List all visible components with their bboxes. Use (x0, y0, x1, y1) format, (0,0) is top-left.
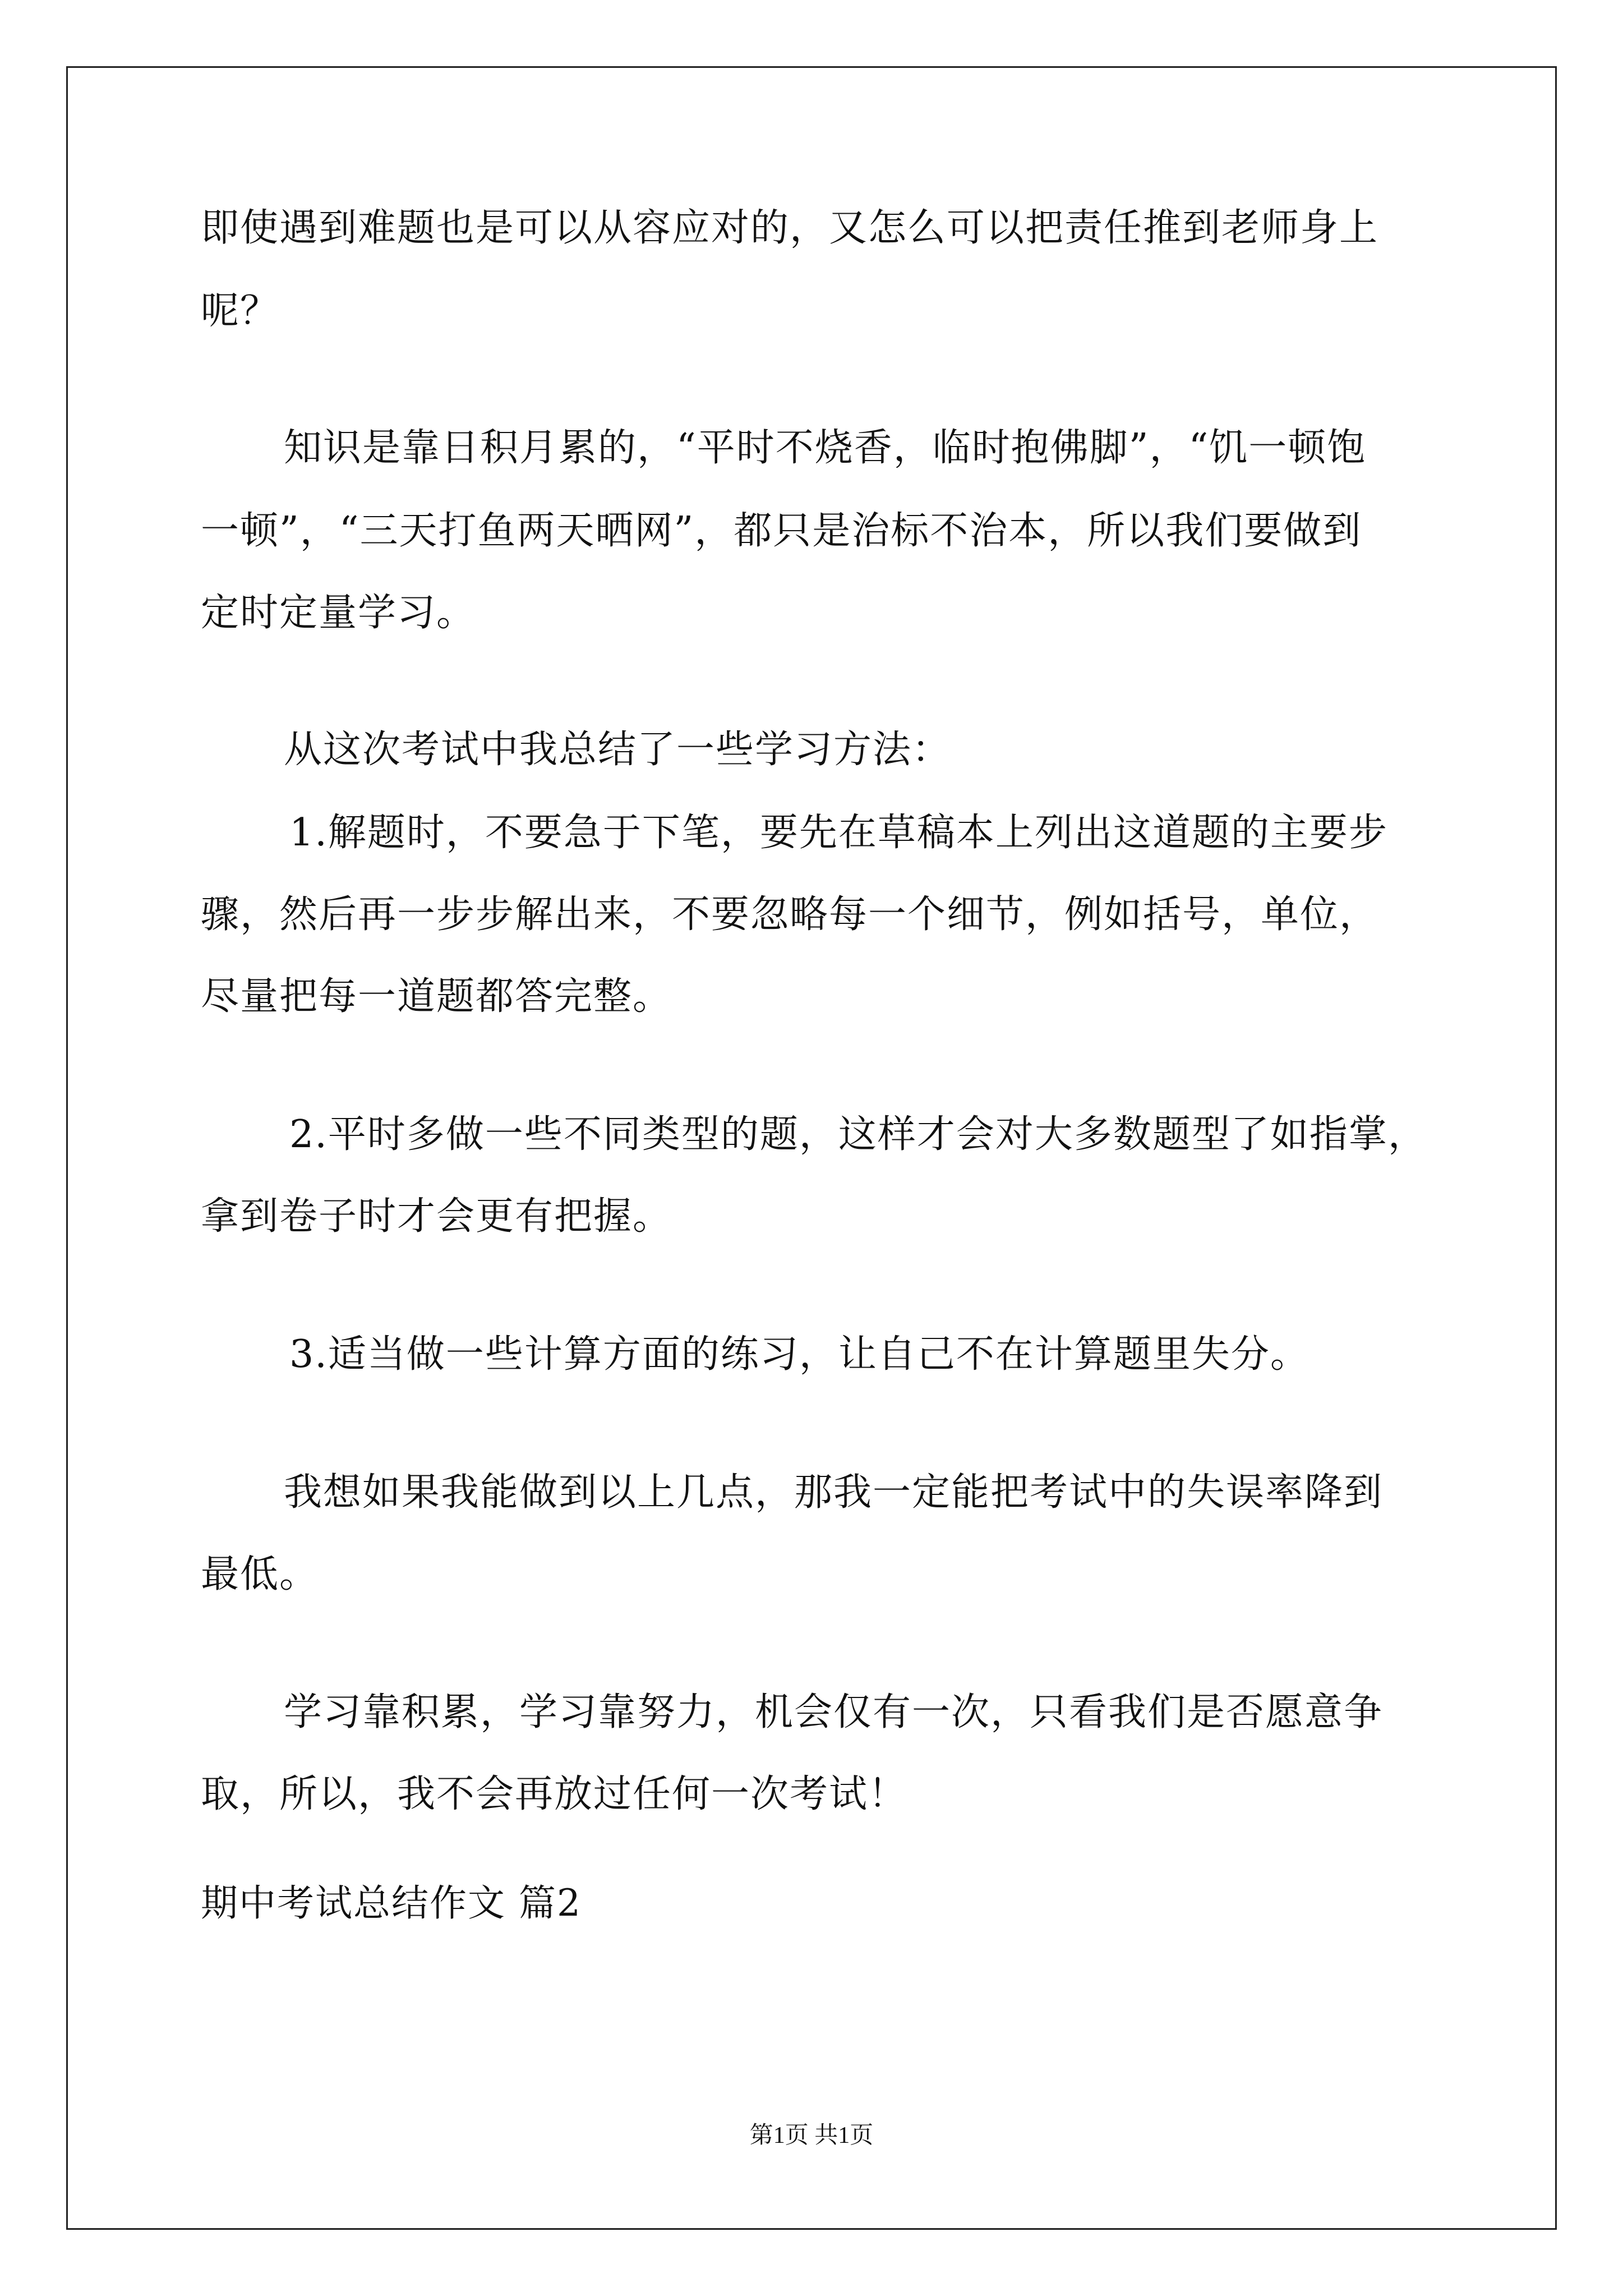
text-line: 2.平时多做一些不同类型的题，这样才会对大多数题型了如指掌， (289, 1112, 1427, 1157)
text-line: 即使遇到难题也是可以从容应对的，又怎么可以把责任推到老师身上 (201, 206, 1379, 250)
text-line: 1.解题时，不要急于下笔，要先在草稿本上列出这道题的主要步 (289, 811, 1388, 855)
text-line: 一顿”，“三天打鱼两天晒网”，都只是治标不治本，所以我们要做到 (201, 509, 1362, 553)
text-line: 从这次考试中我总结了一些学习方法： (284, 728, 952, 772)
text-line: 骤，然后再一步步解出来，不要忽略每一个细节，例如括号，单位， (201, 892, 1379, 937)
text-line: 知识是靠日积月累的，“平时不烧香，临时抱佛脚”，“饥一顿饱 (284, 426, 1367, 470)
text-line: 呢？ (201, 289, 280, 333)
text-line: 取，所以，我不会再放过任何一次考试！ (201, 1772, 908, 1816)
text-line: 尽量把每一道题都答完整。 (201, 974, 672, 1019)
section-heading: 期中考试总结作文 篇2 (201, 1881, 582, 1925)
text-line: 拿到卷子时才会更有把握。 (201, 1194, 672, 1239)
text-line: 定时定量学习。 (201, 591, 476, 635)
text-line: 我想如果我能做到以上几点，那我一定能把考试中的失误率降到 (284, 1470, 1384, 1515)
text-line: 3.适当做一些计算方面的练习，让自己不在计算题里失分。 (289, 1332, 1310, 1377)
text-line: 最低。 (201, 1552, 319, 1596)
text-line: 学习靠积累，学习靠努力，机会仅有一次，只看我们是否愿意争 (284, 1690, 1384, 1734)
page-footer: 第1页 共1页 (749, 2123, 874, 2148)
